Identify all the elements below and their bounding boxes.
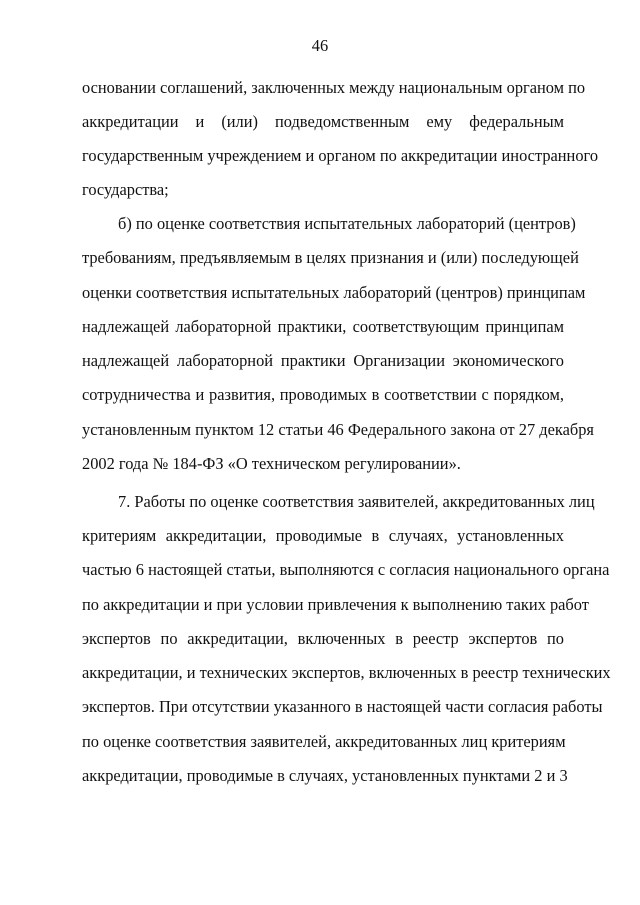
text-line: экспертов по аккредитации, включенных в реестр экспертов по (82, 629, 564, 648)
text-line: б) по оценке соответствия испытательных лабораторий (центров) (118, 214, 576, 233)
text-line: надлежащей лабораторной практики Организации экономического (82, 351, 564, 370)
text-line: экспертов. При отсутствии указанного в настоящей части согласия работы (82, 697, 603, 716)
text-line: 7. Работы по оценке соответствия заявителей, аккредитованных лиц (118, 492, 595, 511)
text-line: оценки соответствия испытательных лабораторий (центров) принципам (82, 283, 586, 302)
text-line: 2002 года № 184-ФЗ «О техническом регулировании». (82, 454, 461, 473)
text-line: по аккредитации и при условии привлечения к выполнению таких работ (82, 595, 589, 614)
page-number: 46 (311, 36, 329, 55)
text-line: установленным пунктом 12 статьи 46 Федерального закона от 27 декабря (82, 420, 594, 439)
text-line: сотрудничества и развития, проводимых в соответствии с порядком, (82, 385, 564, 404)
text-line: аккредитации, и технических экспертов, включенных в реестр технических (82, 663, 611, 682)
text-line: государства; (82, 180, 169, 199)
text-line: аккредитации и (или) подведомственным ему федеральным (82, 112, 564, 131)
text-line: требованиям, предъявляемым в целях признания и (или) последующей (82, 248, 579, 267)
text-line: частью 6 настоящей статьи, выполняются с согласия национального органа (82, 560, 610, 579)
text-line: государственным учреждением и органом по аккредитации иностранного (82, 146, 599, 165)
text-line: по оценке соответствия заявителей, аккредитованных лиц критериям (82, 732, 566, 751)
text-line: аккредитации, проводимые в случаях, установленных пунктами 2 и 3 (82, 766, 568, 785)
text-line: надлежащей лабораторной практики, соответствующим принципам (82, 317, 564, 336)
text-line: основании соглашений, заключенных между национальным органом по (82, 78, 586, 97)
text-line: критериям аккредитации, проводимые в случаях, установленных (82, 526, 564, 545)
